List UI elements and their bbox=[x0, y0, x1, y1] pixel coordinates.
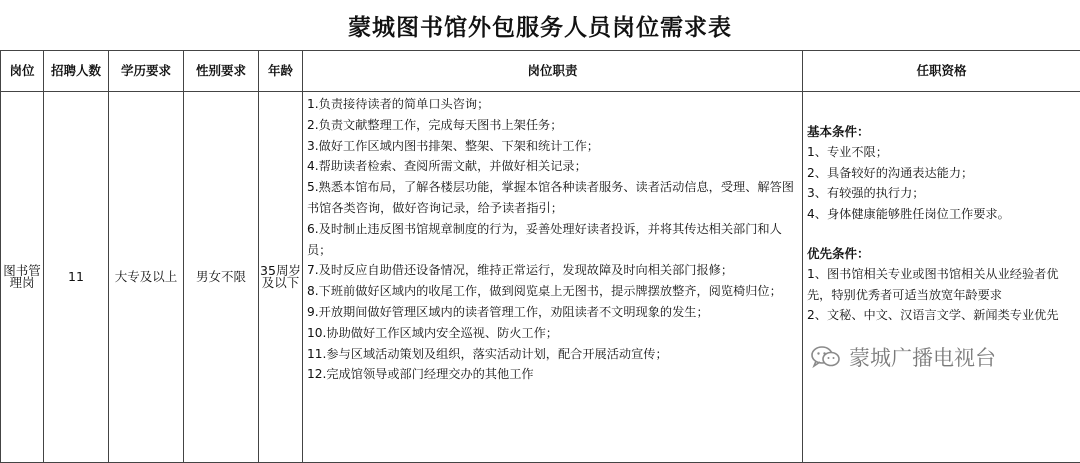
header-row bbox=[1, 51, 1080, 92]
duty-item: 10.协助做好工作区域内安全巡视、防火工作； bbox=[307, 323, 798, 344]
duty-item: 2.负责文献整理工作，完成每天图书上架任务； bbox=[307, 115, 798, 136]
watermark bbox=[805, 340, 1002, 374]
count-cell: 11 bbox=[44, 92, 109, 463]
wechat-icon bbox=[811, 345, 841, 369]
basic-condition-item: 4、身体健康能够胜任岗位工作要求。 bbox=[807, 204, 1074, 225]
duty-item: 8.下班前做好区域内的收尾工作，做到阅览桌上无图书，提示牌摆放整齐，阅览椅归位； bbox=[307, 281, 798, 302]
basic-condition-item: 1、专业不限； bbox=[807, 142, 1074, 163]
duty-item: 5.熟悉本馆布局，了解各楼层功能，掌握本馆各种读者服务、读者活动信息，受理、解答图书馆各类咨询，做好咨询记录，给予读者指引； bbox=[307, 177, 798, 219]
duty-item: 3.做好工作区域内图书排架、整架、下架和统计工作； bbox=[307, 136, 798, 157]
header-count: 招聘人数 bbox=[44, 51, 109, 92]
duty-item: 6.及时制止违反图书馆规章制度的行为，妥善处理好读者投诉，并将其传达相关部门和人员； bbox=[307, 219, 798, 261]
watermark-text: 蒙城广播电视台 bbox=[849, 342, 996, 372]
priority-condition-item: 1、图书馆相关专业或图书馆相关从业经验者优先，特别优秀者可适当放宽年龄要求 bbox=[807, 264, 1074, 305]
education-cell: 大专及以上 bbox=[109, 92, 184, 463]
duties-cell bbox=[303, 92, 803, 463]
header-education: 学历要求 bbox=[109, 51, 184, 92]
gender-cell: 男女不限 bbox=[184, 92, 259, 463]
header-duties: 岗位职责 bbox=[303, 51, 803, 92]
duty-item: 4.帮助读者检索、查阅所需文献，并做好相关记录； bbox=[307, 156, 798, 177]
header-age: 年龄 bbox=[259, 51, 303, 92]
age-cell: 35周岁及以下 bbox=[259, 92, 303, 463]
basic-condition-item: 3、有较强的执行力； bbox=[807, 183, 1074, 204]
duty-item: 7.及时反应自助借还设备情况，维持正常运行，发现故障及时向相关部门报修； bbox=[307, 260, 798, 281]
duty-item: 9.开放期间做好管理区域内的读者管理工作，劝阻读者不文明现象的发生； bbox=[307, 302, 798, 323]
duty-item: 12.完成馆领导或部门经理交办的其他工作 bbox=[307, 364, 798, 385]
basic-conditions-heading: 基本条件： bbox=[807, 122, 1074, 142]
header-post: 岗位 bbox=[1, 51, 44, 92]
header-gender: 性别要求 bbox=[184, 51, 259, 92]
post-cell: 图书管理岗 bbox=[1, 92, 44, 463]
basic-condition-item: 2、具备较好的沟通表达能力； bbox=[807, 163, 1074, 184]
duty-item: 1.负责接待读者的简单口头咨询； bbox=[307, 94, 798, 115]
page-title: 蒙城图书馆外包服务人员岗位需求表 bbox=[0, 0, 1080, 50]
priority-condition-item: 2、文秘、中文、汉语言文学、新闻类专业优先 bbox=[807, 305, 1074, 326]
position-table bbox=[0, 50, 1080, 463]
priority-conditions-heading: 优先条件： bbox=[807, 244, 1074, 264]
table-row bbox=[1, 92, 1080, 463]
duty-item: 11.参与区域活动策划及组织，落实活动计划，配合开展活动宣传； bbox=[307, 344, 798, 365]
header-qualifications: 任职资格 bbox=[803, 51, 1080, 92]
qualifications-cell bbox=[803, 92, 1080, 463]
